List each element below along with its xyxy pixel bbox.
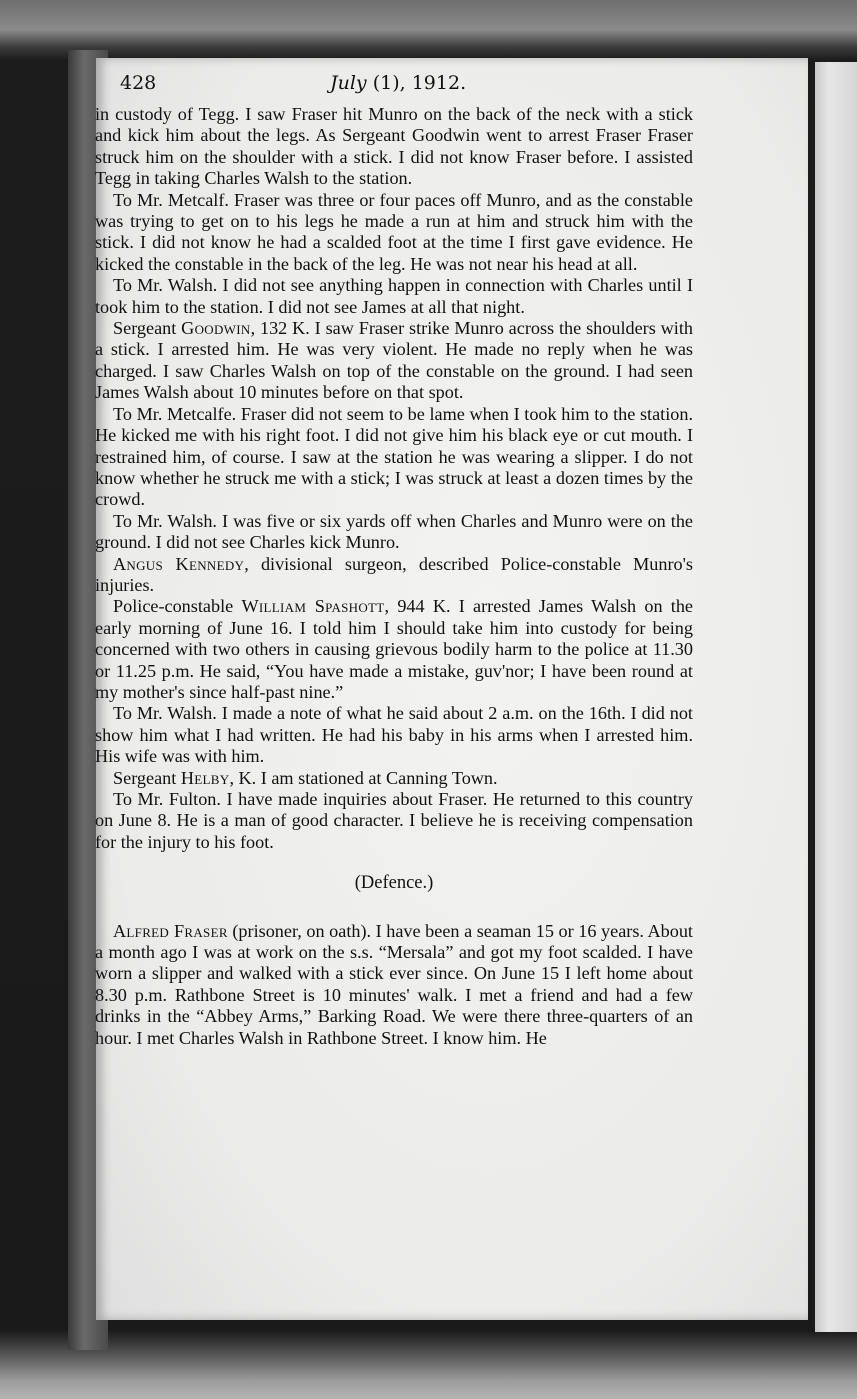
text-run: To Mr. Walsh. I was five or six yards off when Charles and Munro were on the ground. I did not see Charles kick Munro. [95, 510, 693, 553]
paragraph [95, 921, 693, 1049]
paragraph [95, 511, 693, 554]
running-head [330, 72, 466, 94]
text-run: , 132 K. I saw Fraser strike Munro across the shoulders with a stick. I arrested him. He was very violent. He made no reply when he was charged. I saw Charles Walsh on top of the constable on the ground. I had seen James Walsh about 10 minutes before on that spot. [95, 318, 693, 403]
paragraph [95, 275, 693, 318]
paragraph [95, 104, 693, 190]
text-run: Police-constable [113, 596, 242, 617]
text-run: To Mr. Fulton. I have made inquiries about Fraser. He returned to this country on June 8. He is a man of good character. I believe he is receiving compensation for the injury to his foot. [95, 789, 693, 852]
body-text [95, 104, 693, 1049]
text-run: To Mr. Metcalf. Fraser was three or four paces off Munro, and as the constable was trying to get on to his legs he made a run at him and struck him with the stick. I did not know he had a scalded foot at the time I first gave evidence. He kicked the constable in the back of the leg. He was not near his head at all. [95, 189, 693, 274]
page-header [120, 72, 680, 102]
witness-name: William Spashott [241, 596, 385, 617]
text-run: in custody of Tegg. I saw Fraser hit Munro on the back of the neck with a stick and kick him about the legs. As Sergeant Goodwin went to arrest Fraser Fraser struck him on the shoulder with a stick. I did not know Fraser before. I assisted Tegg in taking Charles Walsh to the station. [95, 104, 693, 189]
text-run: Sergeant [113, 767, 181, 788]
text-run: , divisional surgeon, described Police-constable Munro's injuries. [95, 553, 694, 595]
paragraph [95, 318, 693, 404]
section-heading [95, 873, 693, 894]
paragraph [95, 404, 693, 511]
witness-name: Helby [180, 767, 230, 788]
text-run: To Mr. Metcalfe. Fraser did not seem to be lame when I took him to the station. He kicked me with his right foot. I did not give him his black eye or cut mouth. I restrained him, of course. I saw at the station he was wearing a slipper. I do not know whether he struck me with a stick; I was struck at least a dozen times by the crowd. [95, 403, 693, 510]
paragraph [95, 703, 693, 767]
running-head-month: July [330, 72, 367, 94]
witness-name: Alfred Fraser [113, 920, 228, 941]
witness-name: Goodwin [181, 318, 251, 339]
witness-name: Angus Kennedy [113, 553, 245, 574]
text-run: , K. I am stationed at Canning Town. [229, 767, 498, 788]
paragraph [95, 596, 693, 703]
paragraph [95, 554, 693, 597]
page-number: 428 [120, 72, 157, 94]
running-head-date: (1), 1912. [372, 72, 467, 94]
text-run: Sergeant [113, 318, 182, 339]
facing-page-edge [812, 62, 857, 1332]
paragraph [95, 190, 693, 276]
text-run: , 944 K. I arrested James Walsh on the early morning of June 16. I told him I should take him into custody for being concerned with two others in causing grievous bodily harm to the police at 11.30 or 11.25 p.m. He said, “You have made a mistake, guv'nor; I have been round at my mother's since half-past nine.” [95, 596, 693, 702]
text-run: (Defence.) [354, 873, 434, 894]
paragraph [95, 768, 693, 789]
paragraph [95, 789, 693, 853]
text-run: (prisoner, on oath). I have been a seaman 15 or 16 years. About a month ago I was at work on the s.s. “Mersala” and got my foot scalded. I have worn a slipper and walked with a stick ever since. On June 15 I left home about 8.30 p.m. Rathbone Street is 10 minutes' walk. I met a friend and had a few drinks in the “Abbey Arms,” Barking Road. We were there three-quarters of an hour. I met Charles Walsh in Rathbone Street. I know him. He [95, 920, 693, 1048]
text-run: To Mr. Walsh. I did not see anything happen in connection with Charles until I took him to the station. I did not see James at all that night. [95, 275, 693, 317]
text-run: To Mr. Walsh. I made a note of what he said about 2 a.m. on the 16th. I did not show him what I had written. He had his baby in his arms when I arrested him. His wife was with him. [95, 703, 693, 767]
